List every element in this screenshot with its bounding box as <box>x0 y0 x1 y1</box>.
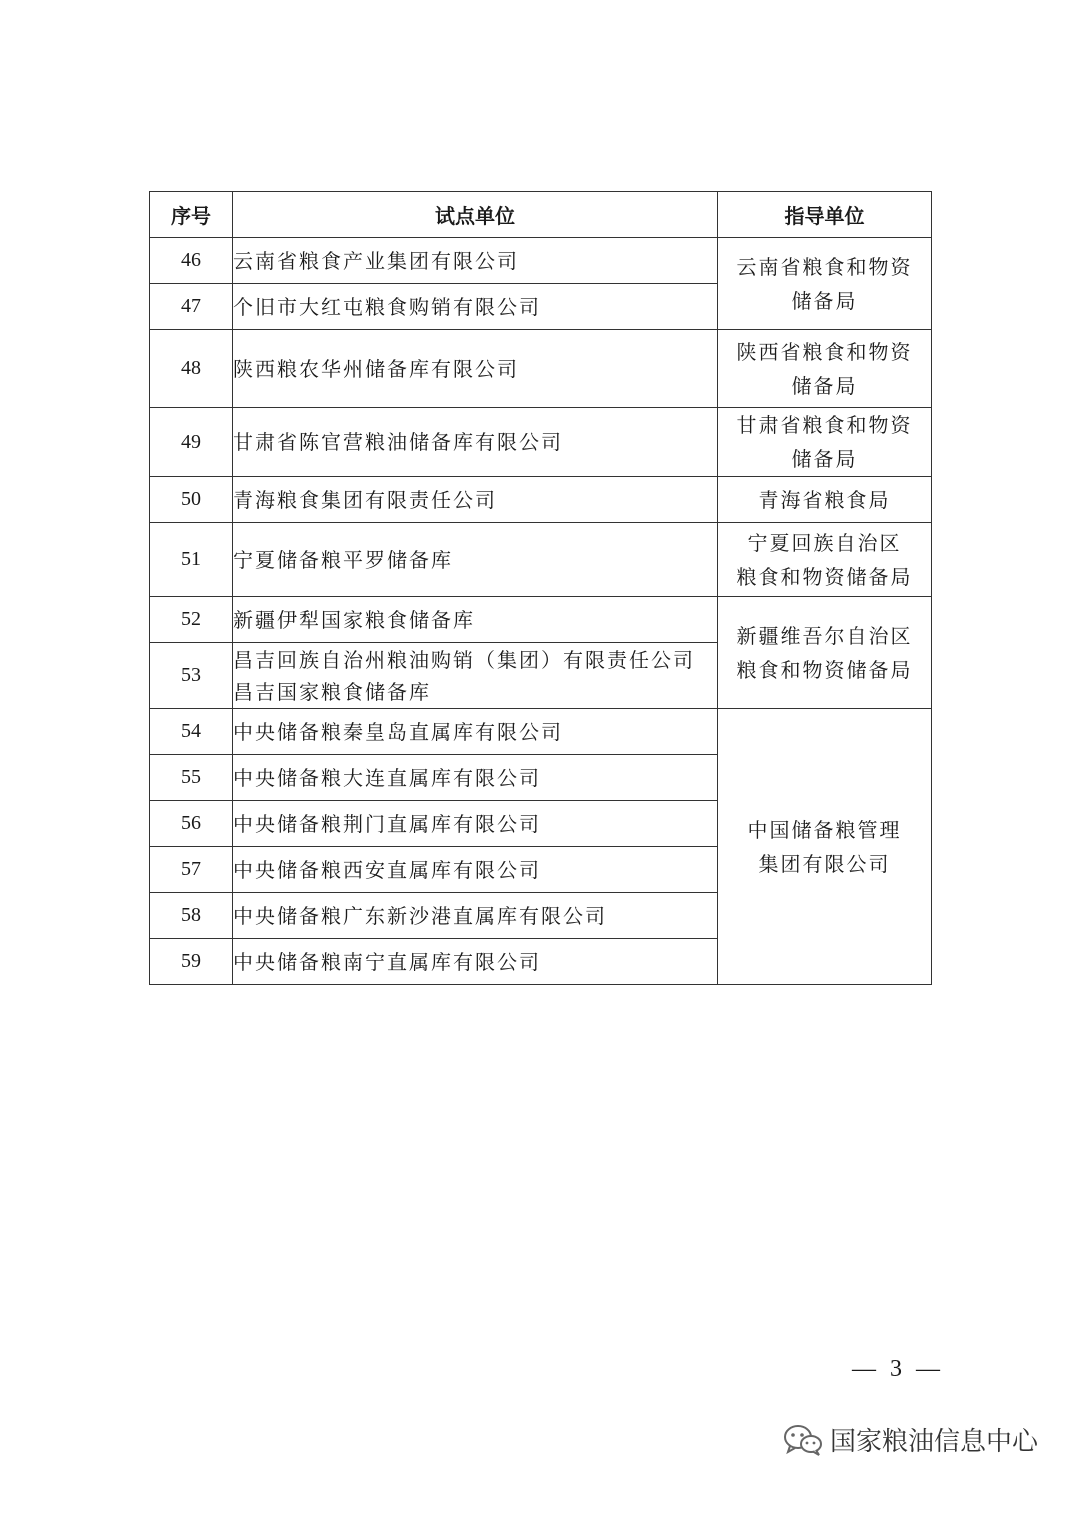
table-header-row <box>150 192 932 238</box>
header-guide-unit: 指导单位 <box>718 192 932 238</box>
watermark <box>782 1421 1038 1458</box>
guide-unit: 云南省粮食和物资 储备局 <box>718 238 932 330</box>
pilot-unit: 中央储备粮广东新沙港直属库有限公司 <box>233 893 718 939</box>
pilot-unit: 中央储备粮秦皇岛直属库有限公司 <box>233 709 718 755</box>
pilot-unit: 中央储备粮大连直属库有限公司 <box>233 755 718 801</box>
pilot-unit: 个旧市大红屯粮食购销有限公司 <box>233 284 718 330</box>
wechat-icon <box>782 1422 824 1458</box>
pilot-unit: 中央储备粮荆门直属库有限公司 <box>233 801 718 847</box>
guide-unit: 中国储备粮管理 集团有限公司 <box>718 709 932 985</box>
header-number: 序号 <box>150 192 233 238</box>
row-number: 53 <box>150 643 233 709</box>
row-number: 57 <box>150 847 233 893</box>
pilot-unit: 宁夏储备粮平罗储备库 <box>233 523 718 597</box>
pilot-units-table <box>149 191 932 985</box>
row-number: 55 <box>150 755 233 801</box>
header-pilot-unit: 试点单位 <box>233 192 718 238</box>
pilot-unit: 甘肃省陈官营粮油储备库有限公司 <box>233 408 718 477</box>
watermark-text: 国家粮油信息中心 <box>830 1427 1039 1457</box>
table-row <box>150 477 932 523</box>
pilot-unit: 中央储备粮南宁直属库有限公司 <box>233 939 718 985</box>
guide-unit: 宁夏回族自治区 粮食和物资储备局 <box>718 523 932 597</box>
row-number: 47 <box>150 284 233 330</box>
row-number: 52 <box>150 597 233 643</box>
pilot-unit: 昌吉回族自治州粮油购销（集团）有限责任公司 昌吉国家粮食储备库 <box>233 643 718 709</box>
table-row <box>150 238 932 284</box>
row-number: 59 <box>150 939 233 985</box>
page-number: — 3 — <box>852 1356 944 1382</box>
row-number: 56 <box>150 801 233 847</box>
table-row <box>150 709 932 755</box>
table-row <box>150 523 932 597</box>
row-number: 54 <box>150 709 233 755</box>
pilot-unit: 新疆伊犁国家粮食储备库 <box>233 597 718 643</box>
row-number: 58 <box>150 893 233 939</box>
pilot-unit: 云南省粮食产业集团有限公司 <box>233 238 718 284</box>
row-number: 48 <box>150 330 233 408</box>
guide-unit: 新疆维吾尔自治区 粮食和物资储备局 <box>718 597 932 709</box>
table-row <box>150 597 932 643</box>
row-number: 46 <box>150 238 233 284</box>
guide-unit: 陕西省粮食和物资 储备局 <box>718 330 932 408</box>
row-number: 50 <box>150 477 233 523</box>
pilot-unit: 青海粮食集团有限责任公司 <box>233 477 718 523</box>
table-row <box>150 330 932 408</box>
row-number: 51 <box>150 523 233 597</box>
pilot-unit: 中央储备粮西安直属库有限公司 <box>233 847 718 893</box>
guide-unit: 甘肃省粮食和物资 储备局 <box>718 408 932 477</box>
pilot-unit: 陕西粮农华州储备库有限公司 <box>233 330 718 408</box>
guide-unit: 青海省粮食局 <box>718 477 932 523</box>
table-row <box>150 408 932 477</box>
row-number: 49 <box>150 408 233 477</box>
